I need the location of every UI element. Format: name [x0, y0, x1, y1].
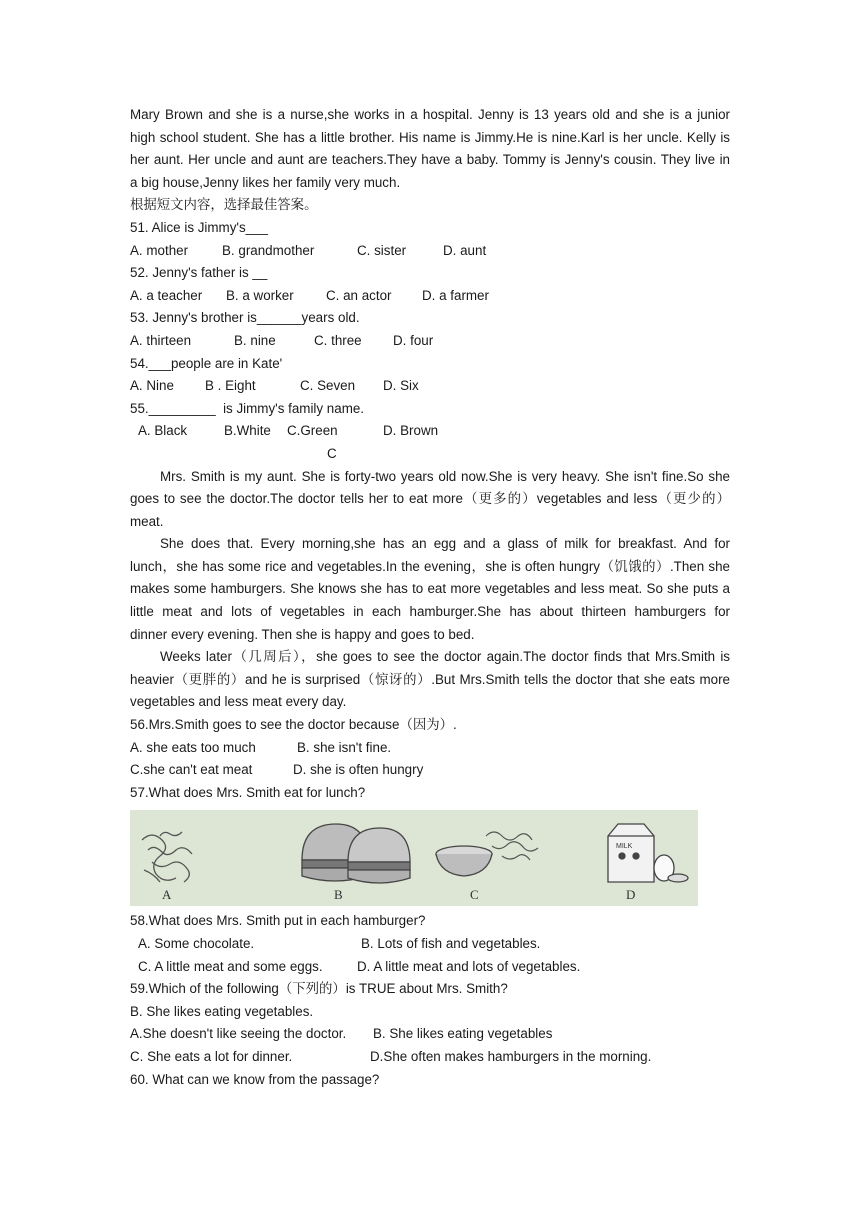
milk-text: MILK — [616, 843, 633, 851]
options-59 — [130, 1023, 730, 1046]
question-56: 56.Mrs.Smith goes to see the doctor because（因为）. — [130, 717, 457, 733]
question-53: 53. Jenny's brother is______years old. — [130, 310, 360, 326]
option: B. nine — [234, 332, 276, 348]
vegetables-icon-a — [142, 832, 192, 882]
option: B. grandmother — [222, 242, 315, 258]
instruction: 根据短文内容，选择最佳答案。 — [130, 197, 318, 213]
options-58 — [130, 933, 730, 956]
option: C. A little meat and some eggs. — [138, 958, 323, 974]
passage2-line: Mrs. Smith is my aunt. She is forty-two years old now.She is very heavy. She isn't fine.So she — [160, 468, 730, 484]
milk-carton-icon — [608, 824, 654, 882]
option: D.She often makes hamburgers in the morning. — [370, 1048, 652, 1064]
options-53 — [130, 330, 730, 353]
passage2-line: meat. — [130, 513, 164, 529]
passage2-line: dinner every evening. Then she is happy and goes to bed. — [130, 626, 475, 642]
option: D. aunt — [443, 242, 487, 258]
question-58: 58.What does Mrs. Smith put in each hamburger? — [130, 913, 426, 929]
question-59: 59.Which of the following（下列的）is TRUE about Mrs. Smith? — [130, 981, 508, 997]
passage2-line: Weeks later（几周后），she goes to see the doctor again.The doctor finds that Mrs.Smith is — [160, 649, 730, 665]
option: A. Some chocolate. — [138, 936, 255, 951]
passage2-line: lunch，she has some rice and vegetables.In the evening，she is often hungry（饥饿的）.Then she — [130, 558, 730, 574]
option: D. Brown — [383, 423, 439, 439]
options-52 — [130, 285, 730, 308]
question-52: 52. Jenny's father is __ — [130, 265, 268, 281]
option: A.She doesn't like seeing the doctor. — [130, 1026, 347, 1042]
option: B.White — [224, 423, 271, 439]
option: C. an actor — [326, 287, 392, 303]
answer-note: B. She likes eating vegetables. — [130, 1003, 314, 1019]
passage1-line: her aunt. Her uncle and aunt are teachers.They have a baby. Tommy is Jenny's cousin. They live in — [130, 152, 730, 168]
options-58b — [130, 956, 730, 979]
option: D. four — [393, 332, 434, 348]
options-55 — [130, 420, 730, 443]
option: B . Eight — [205, 378, 256, 394]
options-59b — [130, 1046, 730, 1069]
food-picture — [130, 810, 698, 906]
hamburger-icon — [302, 824, 410, 883]
option: B. she isn't fine. — [297, 739, 392, 755]
passage2-line: little meat and lots of vegetables in each hamburger.She has about thirteen hamburgers for — [130, 604, 730, 620]
option: B. She likes eating vegetables — [373, 1026, 553, 1042]
option: A. Nine — [130, 378, 174, 394]
passage1-line: high school student. She has a little brother. His name is Jimmy.He is nine.Karl is her uncle. Kelly is — [130, 129, 730, 145]
option: B. a worker — [226, 287, 294, 303]
passage2-line: goes to see the doctor.The doctor tells her to eat more（更多的）vegetables and less（更少的） — [130, 491, 730, 507]
option: D. she is often hungry — [293, 762, 424, 778]
option: A. thirteen — [130, 332, 192, 348]
option: A. she eats too much — [130, 739, 256, 755]
options-54 — [130, 375, 730, 398]
option: D. A little meat and lots of vegetables. — [357, 958, 581, 974]
option: A. Black — [138, 423, 188, 439]
document-page — [130, 104, 730, 1091]
option: B. Lots of fish and vegetables. — [361, 936, 541, 951]
passage2-line: makes some hamburgers. She knows she has to eat more vegetables and less meat. So she puts a — [130, 581, 730, 597]
options-51 — [130, 240, 730, 263]
passage1-line: a big house,Jenny likes her family very much. — [130, 174, 401, 190]
question-55: 55._________ is Jimmy's family name. — [130, 400, 365, 416]
option: D. Six — [383, 378, 419, 394]
passage1-line: Mary Brown and she is a nurse,she works in a hospital. Jenny is 13 years old and she is a junior — [130, 107, 730, 122]
passage2-line: vegetables and less meat every day. — [130, 694, 347, 710]
passage2-line: She does that. Every morning,she has an egg and a glass of milk for breakfast. And for — [160, 536, 730, 552]
option: C. She eats a lot for dinner. — [130, 1048, 293, 1064]
passage2-line: heavier（更胖的）and he is surprised（惊讶的）.But Mrs.Smith tells the doctor that she eats more — [130, 671, 730, 687]
label-c: C — [470, 887, 479, 903]
egg-icon — [654, 855, 688, 882]
option: C.she can't eat meat — [130, 762, 253, 778]
option: C. sister — [357, 242, 407, 258]
option: A. a teacher — [130, 287, 203, 303]
label-b: B — [334, 887, 343, 903]
option: D. a farmer — [422, 287, 489, 303]
option: C. three — [314, 332, 362, 348]
question-57: 57.What does Mrs. Smith eat for lunch? — [130, 784, 366, 800]
label-d: D — [626, 887, 636, 903]
question-54: 54.___people are in Kate' — [130, 355, 283, 371]
option: A. mother — [130, 242, 189, 258]
question-51: 51. Alice is Jimmy's___ — [130, 219, 268, 235]
label-a: A — [162, 887, 172, 903]
options-56 — [130, 737, 730, 760]
question-60: 60. What can we know from the passage? — [130, 1071, 380, 1087]
section-heading: C — [327, 445, 337, 461]
option: C. Seven — [300, 378, 356, 394]
option: C.Green — [287, 423, 338, 439]
rice-bowl-icon — [436, 846, 492, 876]
options-56b — [130, 759, 730, 782]
vegetables-icon-c — [486, 832, 538, 860]
